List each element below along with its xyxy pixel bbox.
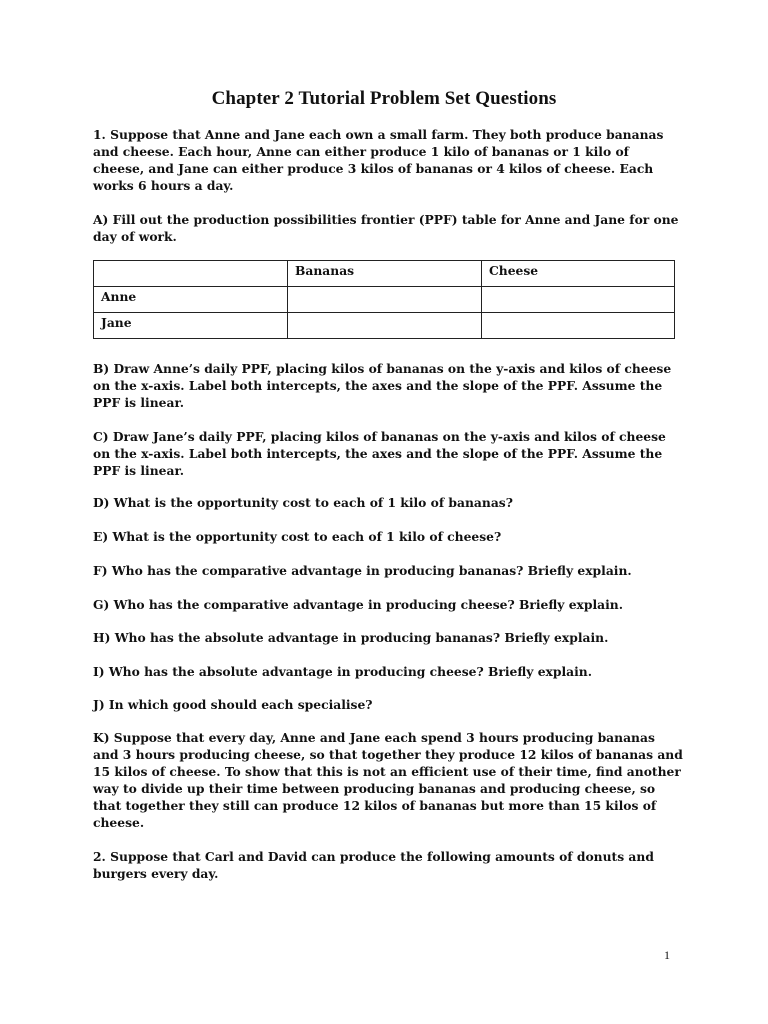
question-1a: A) Fill out the production possibilities frontier (PPF) table for Anne and Jane for one day of work. — [93, 212, 679, 244]
table-header-cell: Cheese — [482, 261, 675, 287]
question-2-intro: 2. Suppose that Carl and David can produce the following amounts of donuts and burgers every day. — [93, 849, 654, 881]
question-1d: D) What is the opportunity cost to each of 1 kilo of bananas? — [93, 495, 513, 510]
table-header-cell — [94, 261, 288, 287]
question-1b: B) Draw Anne’s daily PPF, placing kilos of bananas on the y-axis and kilos of cheese on the x-axis. Label both intercepts, the axes and the slope of the PPF. Assume the PPF is linear. — [93, 361, 672, 410]
question-1g: G) Who has the comparative advantage in producing cheese? Briefly explain. — [93, 597, 623, 612]
table-cell-bananas — [288, 287, 482, 313]
question-1-intro: 1. Suppose that Anne and Jane each own a small farm. They both produce bananas and cheese. Each hour, Anne can either produce 1 kilo of bananas or 1 kilo of cheese, and Jane can either produce 3 kilos of bananas or 4 kilos of cheese. Each works 6 hours a day. — [93, 127, 664, 193]
table-cell-cheese — [482, 287, 675, 313]
table-cell-bananas — [288, 313, 482, 339]
table-header-cell: Bananas — [288, 261, 482, 287]
question-1h: H) Who has the absolute advantage in producing bananas? Briefly explain. — [93, 630, 609, 645]
table-cell-cheese — [482, 313, 675, 339]
table-row-label: Anne — [94, 287, 288, 313]
page-number: 1 — [664, 948, 670, 962]
table-row — [94, 287, 675, 313]
table-row — [94, 313, 675, 339]
question-1c: C) Draw Jane’s daily PPF, placing kilos of bananas on the y-axis and kilos of cheese on the x-axis. Label both intercepts, the axes and the slope of the PPF. Assume the PPF is linear. — [93, 429, 666, 478]
page-title: Chapter 2 Tutorial Problem Set Questions — [211, 88, 557, 109]
ppf-table — [93, 260, 675, 339]
table-row-label: Jane — [94, 313, 288, 339]
question-1i: I) Who has the absolute advantage in producing cheese? Briefly explain. — [93, 664, 592, 679]
question-1e: E) What is the opportunity cost to each of 1 kilo of cheese? — [93, 529, 502, 544]
question-1k: K) Suppose that every day, Anne and Jane each spend 3 hours producing bananas and 3 hours producing cheese, so that together they produce 12 kilos of bananas and 15 kilos of cheese. To show that this is not an efficient use of their time, find another way to divide up their time between producing bananas and producing cheese, so that together they still can produce 12 kilos of bananas but more than 15 kilos of cheese. — [93, 730, 683, 830]
question-1f: F) Who has the comparative advantage in producing bananas? Briefly explain. — [93, 563, 632, 578]
question-1j: J) In which good should each specialise? — [93, 697, 373, 712]
table-header-row — [94, 261, 675, 287]
